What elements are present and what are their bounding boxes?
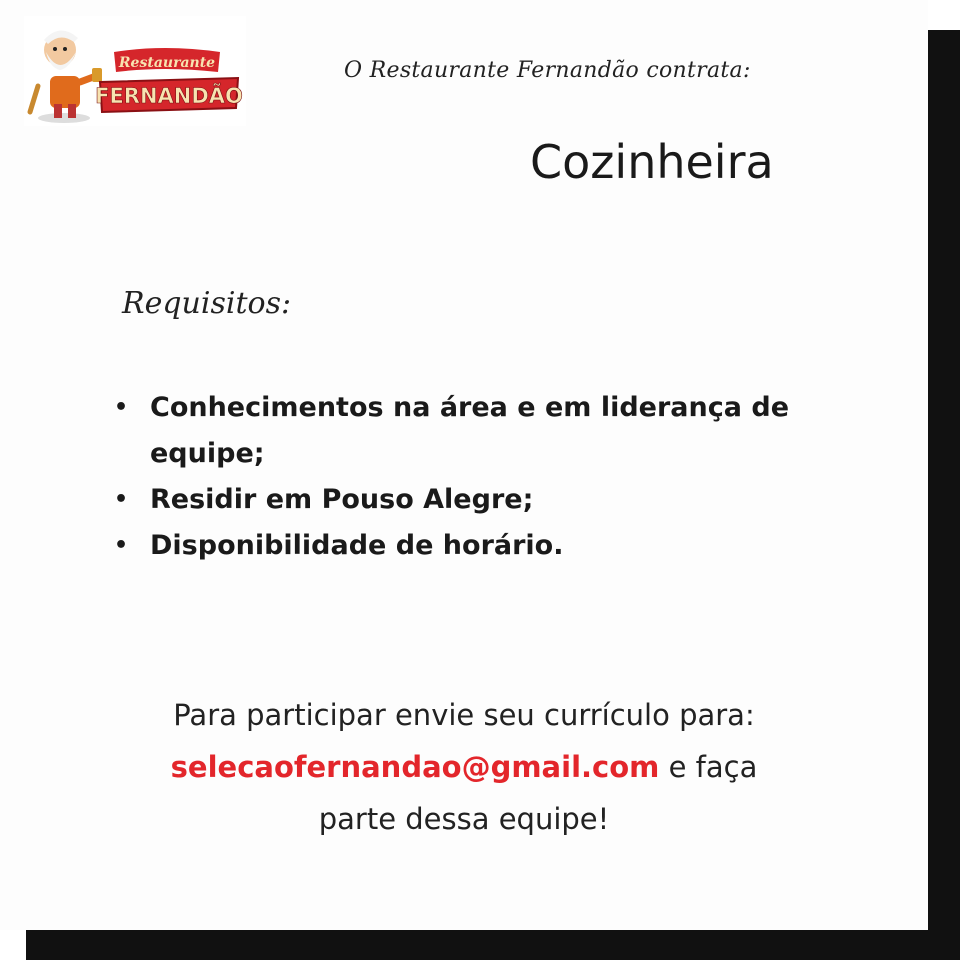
requirements-list	[110, 385, 830, 569]
cta-line-1: Para participar envie seu currículo para:	[173, 698, 755, 732]
requirement-text: Residir em Pouso Alegre;	[150, 484, 534, 515]
job-title: Cozinheira	[530, 135, 774, 189]
logo-graphic	[24, 16, 246, 126]
cta-line-3: parte dessa equipe!	[318, 802, 610, 836]
cta-line-2	[0, 741, 928, 793]
requirement-text: Conhecimentos na área e em liderança de equipe;	[150, 392, 790, 469]
requirement-item	[110, 477, 830, 523]
logo-banner	[95, 48, 243, 112]
frame-shadow-right	[928, 30, 960, 960]
restaurant-logo	[24, 16, 246, 126]
logo-script-text: Restaurante	[118, 55, 216, 71]
frame-shadow-bottom	[26, 930, 960, 960]
email-link[interactable]: selecaofernandao@gmail.com	[170, 750, 660, 784]
bullet-icon: •	[114, 487, 129, 512]
bullet-icon: •	[114, 395, 129, 420]
requirements-heading: Requisitos:	[122, 286, 292, 321]
requirement-text: Disponibilidade de horário.	[150, 530, 564, 561]
requirement-item	[110, 385, 830, 477]
mascot-icon	[30, 30, 102, 123]
logo-name-text: FERNANDÃO	[95, 84, 243, 108]
requirement-item	[110, 523, 830, 569]
hiring-tagline: O Restaurante Fernandão contrata:	[344, 58, 751, 83]
bullet-icon: •	[114, 533, 129, 558]
cta-line-2-suffix: e faça	[659, 750, 758, 784]
